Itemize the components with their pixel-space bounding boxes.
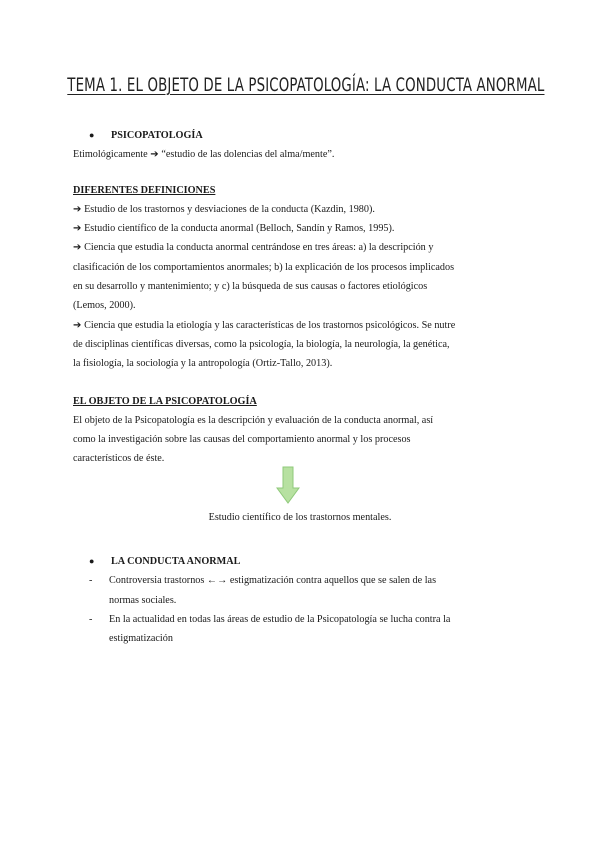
list-item-text: estigmatización bbox=[109, 633, 173, 645]
heading-text: PSICOPATOLOGÍA bbox=[111, 130, 203, 141]
section-conducta-heading bbox=[73, 552, 535, 571]
page-title-text: TEMA 1. EL OBJETO DE LA PSICOPATOLOGÍA: LA CONDUCTA ANORMAL bbox=[67, 74, 545, 96]
definition-line: ➔ Ciencia que estudia la etiología y las características de los trastornos psicológicos. Se nutre bbox=[73, 319, 456, 331]
list-item bbox=[73, 571, 535, 590]
list-item-text: normas sociales. bbox=[109, 594, 177, 606]
definition-line: la fisiología, la sociología y la antropología (Ortiz-Tallo, 2013). bbox=[73, 358, 333, 370]
dash-marker: - bbox=[89, 575, 93, 587]
bullet-icon: ● bbox=[89, 556, 95, 566]
definitions-list bbox=[73, 200, 535, 374]
list-item-continuation bbox=[73, 629, 535, 648]
definition-line: clasificación de los comportamientos anormales; b) la explicación de los procesos implicados bbox=[73, 261, 455, 273]
etymology-line: Etimológicamente ➔ “estudio de las dolencias del alma/mente”. bbox=[73, 149, 335, 161]
bullet-icon: ● bbox=[89, 130, 95, 140]
object-heading: EL OBJETO DE LA PSICOPATOLOGÍA bbox=[73, 395, 257, 407]
document-body bbox=[73, 126, 535, 469]
definition-line: ➔ Estudio científico de la conducta anormal (Belloch, Sandín y Ramos, 1995). bbox=[73, 223, 395, 235]
object-paragraph-line: como la investigación sobre las causas del comportamiento anormal y los procesos bbox=[73, 434, 411, 446]
definition-line: ➔ Estudio de los trastornos y desviaciones de la conducta (Kazdin, 1980). bbox=[73, 203, 375, 215]
definition-line: ➔ Ciencia que estudia la conducta anormal centrándose en tres áreas: a) la descripción y bbox=[73, 242, 434, 254]
definition-line: (Lemos, 2000). bbox=[73, 300, 136, 312]
page-title bbox=[0, 74, 600, 96]
object-paragraph-line: El objeto de la Psicopatología es la descripción y evaluación de la conducta anormal, así bbox=[73, 414, 434, 426]
list-item-continuation bbox=[73, 591, 535, 610]
object-paragraph-line: característicos de éste. bbox=[73, 453, 165, 465]
list-item-text: Controversia trastornos ←→ estigmatización contra aquellos que se salen de las bbox=[109, 575, 437, 587]
conducta-section bbox=[73, 552, 535, 648]
definition-line: de disciplinas científicas diversas, como la psicología, la biología, la neurología, la genética, bbox=[73, 338, 450, 350]
section-psicopatologia-heading bbox=[73, 126, 535, 145]
dash-list bbox=[73, 571, 535, 648]
heading-text: LA CONDUCTA ANORMAL bbox=[111, 556, 241, 567]
list-item-text: En la actualidad en todas las áreas de estudio de la Psicopatología se lucha contra la bbox=[109, 613, 451, 625]
definitions-heading: DIFERENTES DEFINICIONES bbox=[73, 184, 216, 196]
list-item bbox=[73, 610, 535, 629]
down-arrow-icon bbox=[276, 466, 300, 504]
dash-marker: - bbox=[89, 613, 93, 625]
definition-line: en su desarrollo y mantenimiento; y c) la búsqueda de sus causas o factores etiológicos bbox=[73, 281, 428, 293]
result-line: Estudio científico de los trastornos mentales. bbox=[208, 512, 392, 523]
